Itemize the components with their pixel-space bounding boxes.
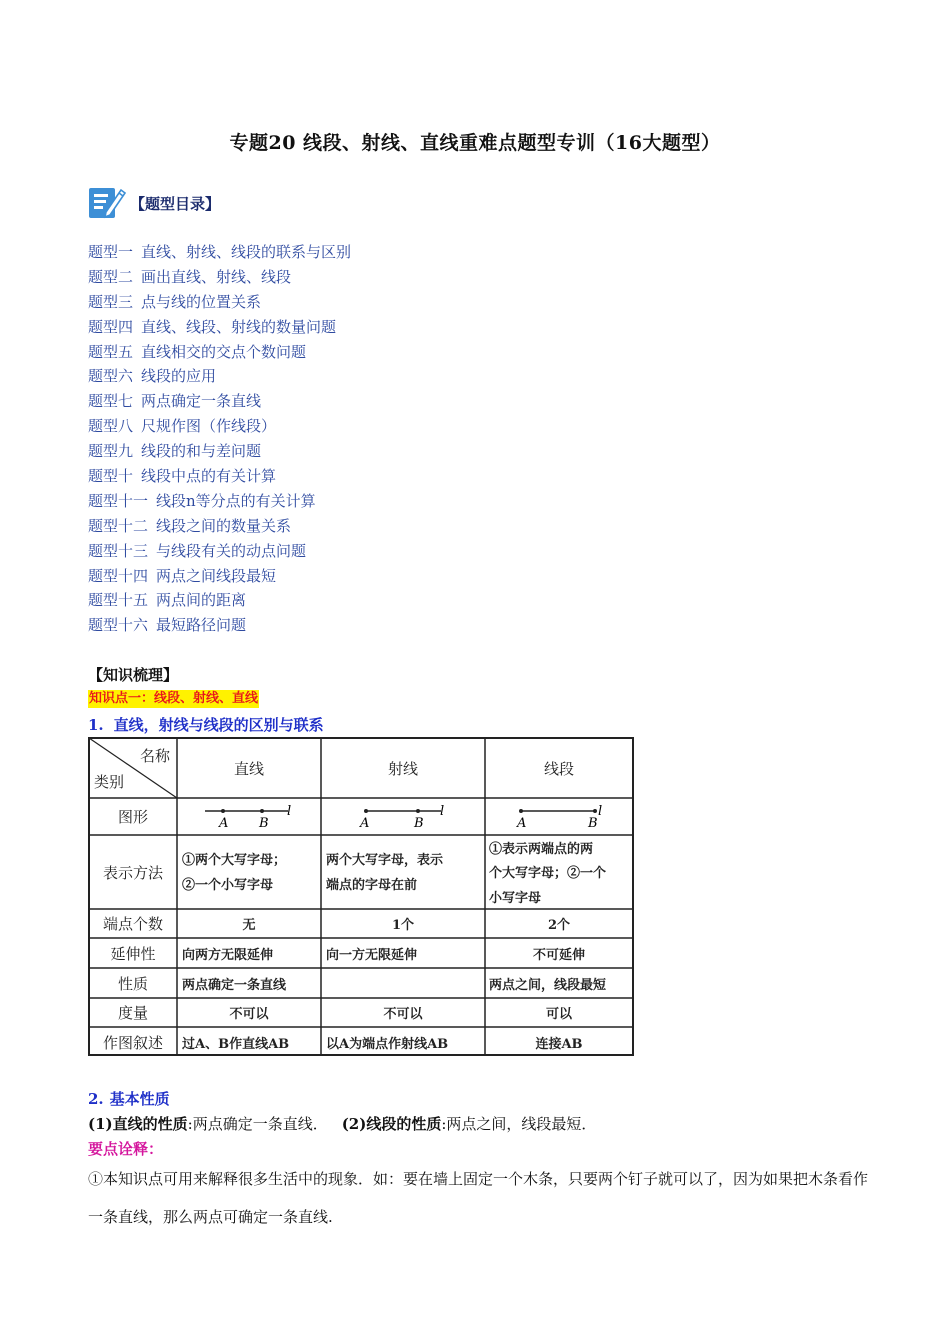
toc-item[interactable]: 题型十 线段中点的有关计算 [88,467,277,486]
toc-item[interactable]: 题型十六 最短路径问题 [88,616,247,635]
row-label: 图形 [117,808,149,826]
corner-bottom-label: 类别 [94,773,125,791]
table-cell: 可以 [545,1007,573,1022]
svg-text:A: A [517,816,527,831]
table-cell: 两个大写字母，表示 [326,853,444,868]
knowledge-heading: 【知识梳理】 [88,666,179,684]
knowledge-point-label: 知识点一：线段、射线、直线 [89,691,259,706]
row-label: 延伸性 [110,945,156,963]
table-cell: 小写字母 [489,891,542,906]
page-title: 专题20 线段、射线、直线重难点题型专训（16大题型） [229,132,721,154]
toc-item[interactable]: 题型一 直线、射线、线段的联系与区别 [88,243,352,261]
toc-item[interactable]: 题型三 点与线的位置关系 [88,292,262,311]
corner-top-label: 名称 [139,747,170,765]
toc-item[interactable]: 题型十三 与线段有关的动点问题 [88,541,307,560]
table-cell: 两点之间，线段最短 [489,978,607,993]
svg-text:l: l [287,804,292,819]
edit-note-icon [88,183,126,221]
table-cell: 不可延伸 [532,948,586,963]
toc-heading: 【题型目录】 [130,194,221,213]
svg-text:A: A [219,816,229,831]
toc-item[interactable]: 题型四 直线、线段、射线的数量问题 [88,317,337,336]
table-cell: 1个 [391,918,415,933]
table-cell: 个大写字母；②一个 [489,866,607,881]
table-cell: 不可以 [383,1007,423,1022]
column-header-line: 直线 [233,760,265,778]
table-cell: 向两方无限延伸 [182,948,274,963]
ray-figure [359,804,444,831]
toc-item[interactable]: 题型五 直线相交的交点个数问题 [88,342,307,361]
toc-item[interactable]: 题型二 画出直线、射线、线段 [88,267,292,286]
toc-list [88,240,351,638]
table-cell: 过A、B作直线AB [182,1037,290,1052]
note-label: 要点诠释： [88,1140,164,1158]
note-text: ①本知识点可用来解释很多生活中的现象．如：要在墙上固定一个木条，只要两个钉子就可以了，因为如果把木条看作一条直线，那么两点可确定一条直线. [88,1170,869,1226]
table-cell: 两点确定一条直线 [182,978,287,993]
table-cell: ①表示两端点的两 [489,842,594,857]
row-label: 性质 [117,975,149,993]
table-cell: 2个 [547,918,571,933]
svg-text:l: l [440,804,445,819]
segment-figure [516,804,602,831]
svg-text:l: l [598,804,603,819]
svg-text:B: B [414,816,424,831]
table-cell: 以A为端点作射线AB [326,1037,449,1052]
svg-text:B: B [588,816,598,831]
toc-item[interactable]: 题型十一 线段n等分点的有关计算 [88,491,316,510]
column-header-segment: 线段 [543,760,575,778]
table-cell: ①两个大写字母； [182,853,287,868]
table-cell: 端点的字母在前 [326,878,418,893]
toc-item[interactable]: 题型六 线段的应用 [88,367,217,386]
svg-text:B: B [259,816,269,831]
section-2-title: 2. 基本性质 [88,1090,170,1108]
toc-item[interactable]: 题型七 两点确定一条直线 [88,392,262,411]
toc-item[interactable]: 题型九 线段的和与差问题 [88,442,262,461]
comparison-table [88,737,634,1056]
svg-text:A: A [360,816,370,831]
row-label: 作图叙述 [102,1034,164,1052]
row-label: 端点个数 [102,915,164,933]
table-cell: 向一方无限延伸 [326,948,418,963]
row-label: 表示方法 [102,864,164,882]
row-label: 度量 [117,1004,149,1022]
toc-item[interactable]: 题型十二 线段之间的数量关系 [88,516,292,535]
table-cell: 不可以 [229,1007,269,1022]
toc-header [88,182,220,222]
table-cell: 无 [242,918,256,933]
toc-item[interactable]: 题型十四 两点之间线段最短 [88,566,277,585]
basic-properties: (1)直线的性质:两点确定一条直线． (2)线段的性质:两点之间，线段最短． [88,1115,597,1133]
line-figure [205,804,291,831]
toc-item[interactable]: 题型十五 两点间的距离 [88,591,247,610]
table-cell: 连接AB [535,1037,583,1052]
column-header-ray: 射线 [387,760,419,778]
toc-item[interactable]: 题型八 尺规作图（作线段） [88,417,277,436]
section-1-title: 1. 直线，射线与线段的区别与联系 [88,716,324,734]
table-cell: ②一个小写字母 [182,878,274,893]
